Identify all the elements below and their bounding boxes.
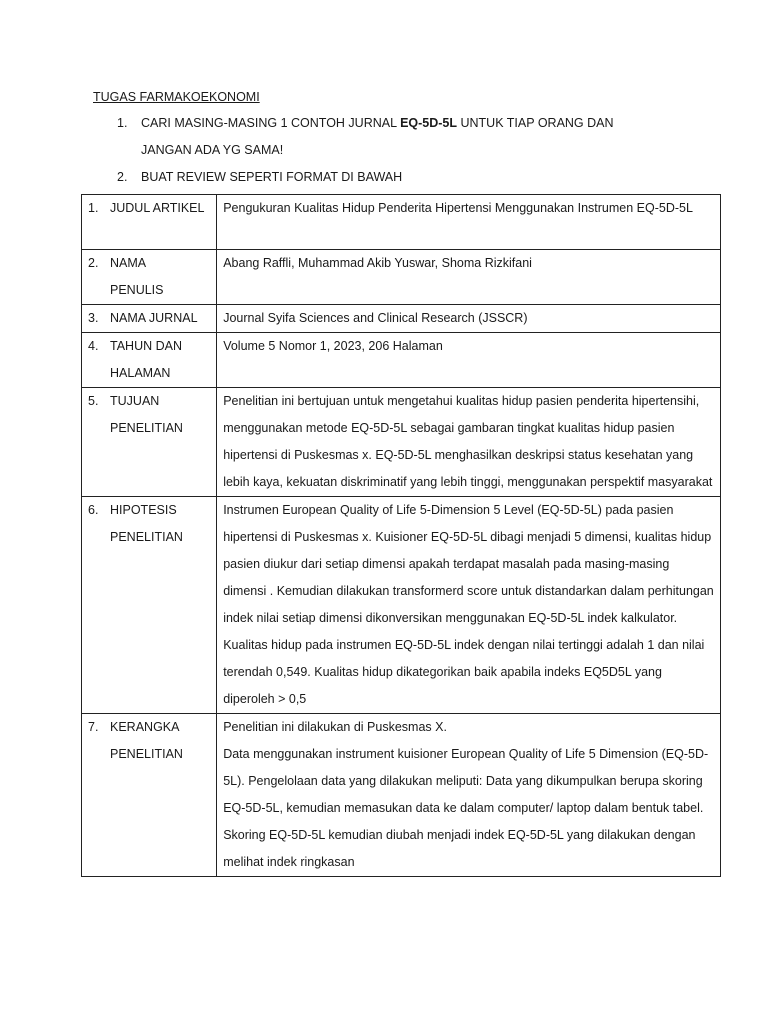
table-row [82, 333, 721, 388]
row-label: TAHUN DAN HALAMAN [110, 339, 182, 380]
row-label-cell [82, 305, 217, 333]
row-value: Abang Raffli, Muhammad Akib Yuswar, Shoma Rizkifani [223, 256, 532, 270]
row-label-cell [82, 195, 217, 250]
row-number: 1. [88, 201, 99, 215]
row-number: 4. [88, 339, 99, 353]
row-label: JUDUL ARTIKEL [110, 201, 205, 215]
table-row [82, 497, 721, 714]
instruction-text: BUAT REVIEW SEPERTI FORMAT DI BAWAH [141, 170, 403, 184]
instruction-1 [117, 110, 677, 137]
row-label-cell [82, 250, 217, 305]
row-value-line: Data menggunakan instrument kuisioner European Quality of Life 5 Dimension (EQ-5D-5L). Pengelolaan data yang dilakukan meliputi: Data yang dikumpulkan berupa skoring EQ-5D-5L, kemudian memasukan data ke dalam computer/ laptop dalam bentuk tabel. Skoring EQ-5D-5L kemudian diubah menjadi indek EQ-5D-5L yang dilakukan dengan melihat indek ringkasan [223, 747, 709, 869]
row-number: 7. [88, 720, 99, 734]
instruction-text [141, 110, 614, 137]
row-value: Instrumen European Quality of Life 5-Dimension 5 Level (EQ-5D-5L) pada pasien hipertensi di Puskesmas x. Kuisioner EQ-5D-5L dibagi menjadi 5 dimensi, kualitas hidup pasien diukur dari setiap dimensi apakah terdapat masalah pada masing-masing dimensi . Kemudian dilakukan transformerd score untuk distandarkan dalam perhitungan indek nilai setiap dimensi dikonversikan menggunakan EQ-5D-5L indek kalkulator. Kualitas hidup pada instrumen EQ-5D-5L indek dengan nilai tertinggi adalah 1 dan nilai terendah 0,549. Kualitas hidup dikategorikan baik apabila indeks EQ5D5L yang diperoleh > 0,5 [223, 503, 718, 706]
row-number: 2. [88, 256, 99, 270]
table-row [82, 305, 721, 333]
row-value: Penelitian ini bertujuan untuk mengetahui kualitas hidup pasien penderita hipertensihi, menggunakan metode EQ-5D-5L sebagai gambaran tingkat kualitas hidup pasien hipertensi di Puskesmas x. EQ-5D-5L menghasilkan deskripsi status kesehatan yang lebih kaya, kekuatan diskriminatif yang lebih tinggi, menggunakan perspektif masyarakat [223, 394, 713, 489]
row-value-cell [217, 333, 721, 388]
row-value: Pengukuran Kualitas Hidup Penderita Hipertensi Menggunakan Instrumen EQ-5D-5L [223, 201, 693, 215]
row-label-cell [82, 714, 217, 877]
row-value-cell [217, 497, 721, 714]
row-number: 6. [88, 503, 99, 517]
row-label: HIPOTESIS PENELITIAN [110, 503, 183, 544]
instruction-1-continuation: JANGAN ADA YG SAMA! [141, 143, 284, 157]
row-value-line: Penelitian ini dilakukan di Puskesmas X. [223, 720, 447, 734]
row-label: TUJUAN PENELITIAN [110, 394, 183, 435]
row-number: 5. [88, 394, 99, 408]
row-label: NAMA JURNAL [110, 311, 198, 325]
row-number: 3. [88, 311, 99, 325]
row-value-cell [217, 250, 721, 305]
document-title: TUGAS FARMAKOEKONOMI [93, 90, 260, 104]
row-label-cell [82, 497, 217, 714]
instruction-number: 2. [117, 170, 128, 184]
instruction-text-bold: EQ-5D-5L [400, 116, 458, 130]
table-row [82, 714, 721, 877]
row-value: Volume 5 Nomor 1, 2023, 206 Halaman [223, 339, 443, 353]
review-table [81, 194, 721, 877]
table-row [82, 195, 721, 250]
instruction-2 [117, 164, 677, 191]
row-value: Journal Syifa Sciences and Clinical Research (JSSCR) [223, 311, 528, 325]
row-label: KERANGKA PENELITIAN [110, 720, 183, 761]
row-label: NAMA PENULIS [110, 256, 164, 297]
row-value-cell [217, 714, 721, 877]
instruction-text-post: UNTUK TIAP ORANG DAN [457, 116, 614, 130]
row-value-cell [217, 195, 721, 250]
instruction-text-pre: CARI MASING-MASING 1 CONTOH JURNAL [141, 116, 401, 130]
row-value-cell [217, 388, 721, 497]
instruction-number: 1. [117, 116, 128, 130]
table-row [82, 388, 721, 497]
row-label-cell [82, 333, 217, 388]
row-label-cell [82, 388, 217, 497]
row-value-cell [217, 305, 721, 333]
table-row [82, 250, 721, 305]
